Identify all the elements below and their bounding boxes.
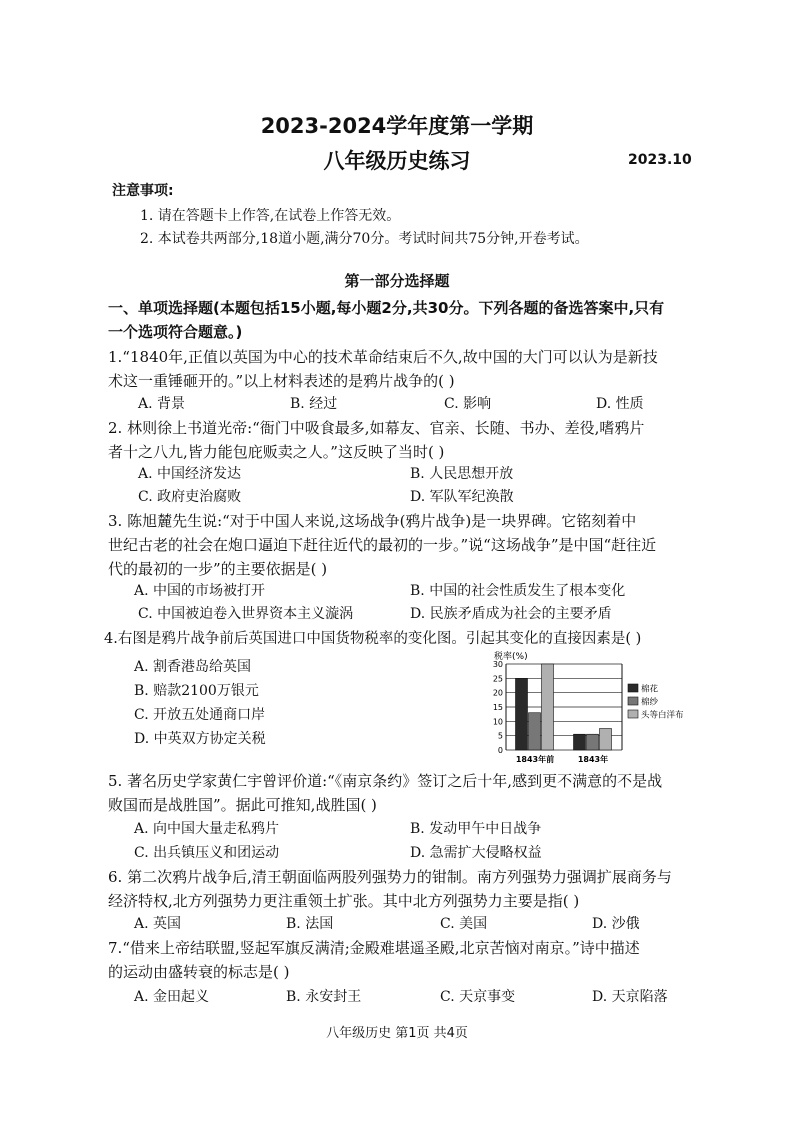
question-6-text: 6. 第二次鸦片战争后,清王朝面临两股列强势力的钳制。南方列强势力强调扩展商务与 [108, 868, 672, 886]
question-3-option-a[interactable]: A. 中国的市场被打开 [134, 583, 266, 599]
question-2-option-b[interactable]: B. 人民思想开放 [410, 466, 514, 482]
question-6-option-b[interactable]: B. 法国 [286, 916, 334, 932]
chart-y-tick-label: 30 [492, 660, 503, 669]
chart-y-axis-label: 税率(%) [494, 652, 528, 662]
question-3-option-d[interactable]: D. 民族矛盾成为社会的主要矛盾 [410, 606, 612, 622]
question-4-option-a[interactable]: A. 割香港岛给英国 [134, 659, 252, 675]
chart-x-tick-label: 1843年 [577, 755, 609, 764]
question-1-option-c[interactable]: C. 影响 [444, 396, 492, 412]
question-7-option-b[interactable]: B. 永安封王 [286, 989, 362, 1005]
notice-item: 1. 请在答题卡上作答,在试卷上作答无效。 [140, 208, 401, 224]
question-3-text: 世纪古老的社会在炮口逼迫下赶往近代的最初的一步。”说“这场战争”是中国“赶往近 [108, 536, 657, 554]
question-1-text: 1.“1840年,正值以英国为中心的技术革命结束后不久,故中国的大门可以认为是新技 [108, 348, 658, 366]
question-1-option-b[interactable]: B. 经过 [290, 396, 338, 412]
chart-bar [542, 664, 554, 750]
question-5-text: 败国而是战胜国”。据此可推知,战胜国( ) [108, 796, 377, 814]
question-6-text: 经济特权,北方列强势力更注重领土扩张。其中北方列强势力主要是指( ) [108, 892, 580, 910]
chart-legend-swatch [628, 697, 638, 705]
exam-subtitle: 八年级历史练习 [323, 149, 471, 173]
question-2-text: 者十之八九,皆力能包庇贩卖之人。”这反映了当时( ) [108, 443, 445, 461]
chart-legend-swatch [628, 684, 638, 692]
notice-item: 2. 本试卷共两部分,18道小题,满分70分。考试时间共75分钟,开卷考试。 [140, 231, 589, 247]
question-3-text: 3. 陈旭麓先生说:“对于中国人来说,这场战争(鸦片战争)是一块界碑。它铭刻着中 [108, 512, 637, 530]
question-4-option-c[interactable]: C. 开放五处通商口岸 [134, 707, 266, 723]
question-2-option-d[interactable]: D. 军队军纪涣散 [410, 489, 514, 505]
chart-y-tick-label: 20 [492, 688, 503, 698]
chart-bar [587, 734, 599, 750]
section-title: 第一部分选择题 [344, 272, 450, 290]
question-7-option-a[interactable]: A. 金田起义 [134, 989, 210, 1005]
question-4-text: 4.右图是鸦片战争前后英国进口中国货物税率的变化图。引起其变化的直接因素是( ) [104, 631, 642, 647]
tax-rate-chart [482, 648, 696, 772]
notice-title: 注意事项: [112, 183, 174, 199]
exam-date: 2023.10 [628, 152, 692, 168]
question-2-option-a[interactable]: A. 中国经济发达 [138, 466, 242, 482]
chart-y-tick-label: 0 [497, 746, 503, 755]
question-3-text: 代的最初的一步”的主要依据是( ) [108, 560, 328, 578]
question-3-option-c[interactable]: C. 中国被迫卷入世界资本主义漩涡 [138, 606, 354, 622]
question-6-option-a[interactable]: A. 英国 [134, 916, 182, 932]
question-1-option-a[interactable]: A. 背景 [138, 396, 186, 412]
chart-x-tick-label: 1843年前 [515, 755, 555, 764]
question-3-option-b[interactable]: B. 中国的社会性质发生了根本变化 [410, 583, 626, 599]
section-intro: 一个选项符合题意。) [108, 323, 243, 341]
chart-y-tick-label: 25 [492, 674, 503, 684]
question-5-option-c[interactable]: C. 出兵镇压义和团运动 [134, 845, 280, 861]
chart-bar [529, 713, 541, 750]
chart-bar [574, 734, 586, 750]
chart-legend-label: 棉花 [641, 684, 659, 695]
question-5-text: 5. 著名历史学家黄仁宇曾评价道:“《南京条约》签订之后十年,感到更不满意的不是战 [108, 772, 663, 790]
chart-y-tick-label: 5 [497, 731, 503, 741]
chart-legend-label: 棉纱 [641, 697, 659, 708]
section-intro: 一、单项选择题(本题包括15小题,每小题2分,共30分。下列各题的备选答案中,只有 [108, 299, 665, 317]
question-1-option-d[interactable]: D. 性质 [596, 396, 644, 412]
chart-bar [600, 729, 612, 751]
question-6-option-c[interactable]: C. 美国 [440, 916, 488, 932]
question-6-option-d[interactable]: D. 沙俄 [592, 916, 640, 932]
question-5-option-b[interactable]: B. 发动甲午中日战争 [410, 821, 542, 837]
question-5-option-d[interactable]: D. 急需扩大侵略权益 [410, 845, 542, 861]
question-7-option-d[interactable]: D. 天京陷落 [592, 989, 668, 1005]
question-2-text: 2. 林则徐上书道光帝:“衙门中吸食最多,如幕友、官亲、长随、书办、差役,嗜鸦片 [108, 419, 645, 437]
page-footer: 八年级历史 第1页 共4页 [326, 1026, 468, 1041]
question-7-text: 的运动由盛转衰的标志是( ) [108, 963, 290, 981]
question-4-option-b[interactable]: B. 赔款2100万银元 [134, 683, 259, 699]
chart-bar [516, 678, 528, 750]
chart-legend-label: 头等白洋布 [641, 710, 684, 721]
question-7-option-c[interactable]: C. 天京事变 [440, 989, 516, 1005]
question-4-option-d[interactable]: D. 中英双方协定关税 [134, 731, 266, 747]
chart-legend-swatch [628, 710, 638, 718]
exam-title: 2023-2024学年度第一学期 [260, 114, 534, 138]
question-7-text: 7.“借来上帝结联盟,竖起军旗反满清;金殿难堪遥圣殿,北京苦恼对南京。”诗中描述 [108, 939, 640, 957]
question-5-option-a[interactable]: A. 向中国大量走私鸦片 [134, 821, 280, 837]
chart-y-tick-label: 10 [492, 717, 503, 727]
question-1-text: 术这一重锤砸开的。”以上材料表述的是鸦片战争的( ) [108, 372, 455, 390]
question-2-option-c[interactable]: C. 政府吏治腐败 [138, 489, 242, 505]
chart-y-tick-label: 15 [492, 703, 503, 712]
